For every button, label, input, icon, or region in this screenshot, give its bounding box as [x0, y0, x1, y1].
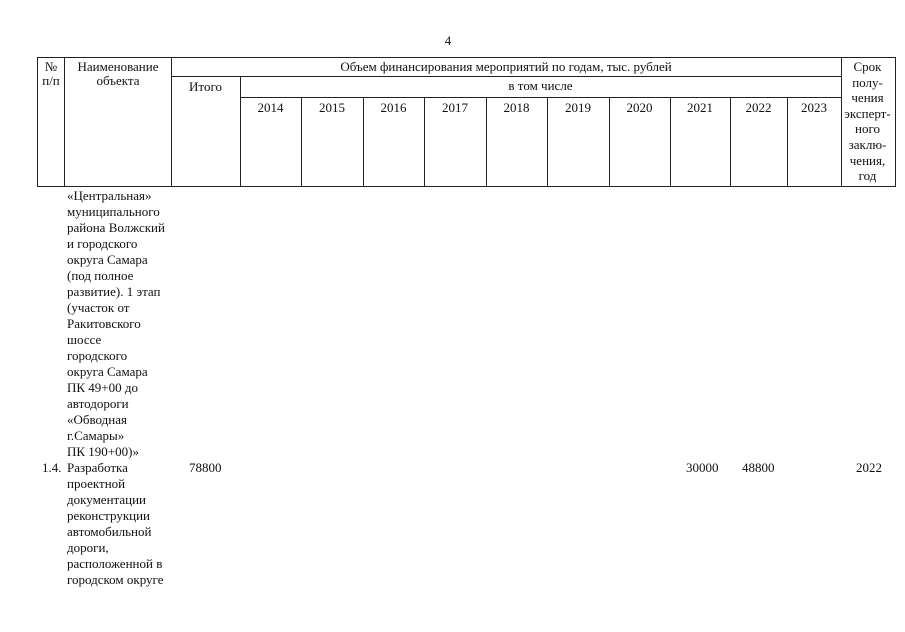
header-year: 2021: [687, 100, 713, 115]
header-year: 2017: [442, 100, 468, 115]
row-total: 78800: [189, 460, 222, 475]
header-funding: Объем финансирования мероприятий по годам, тыс. рублей: [340, 59, 672, 74]
header-num: № п/п: [42, 59, 60, 88]
header-year: 2019: [565, 100, 591, 115]
row-deadline: 2022: [856, 460, 882, 475]
header-year: 2020: [626, 100, 653, 115]
row-num: 1.4.: [42, 460, 62, 475]
header-year: 2016: [380, 100, 407, 115]
row-object-name: «Центральная» муниципального района Волжский и городского округа Самара (под полное развитие). 1 этап (участок от Ракитовского шоссе городского округа Самара ПК 49+00 до автодороги «Обводная г.Самары» ПК 190+00)»: [67, 188, 165, 459]
row-object-name: Разработка проектной документации реконструкции автомобильной дороги, расположенной в городском округе: [67, 460, 164, 587]
header-year: 2022: [745, 100, 772, 115]
header-year: 2023: [801, 100, 827, 115]
row-value-2022: 48800: [742, 460, 775, 475]
header-deadline: Срок полу- чения эксперт- ного заклю- чения, год: [844, 59, 891, 184]
header-year: 2014: [257, 100, 284, 115]
header-name: Наименование объекта: [77, 59, 159, 88]
page-number: 4: [444, 33, 452, 48]
header-including: в том числе: [508, 78, 573, 93]
row-value-2021: 30000: [686, 460, 719, 475]
header-year: 2015: [319, 100, 345, 115]
header-total: Итого: [189, 79, 222, 94]
header-year: 2018: [503, 100, 530, 115]
